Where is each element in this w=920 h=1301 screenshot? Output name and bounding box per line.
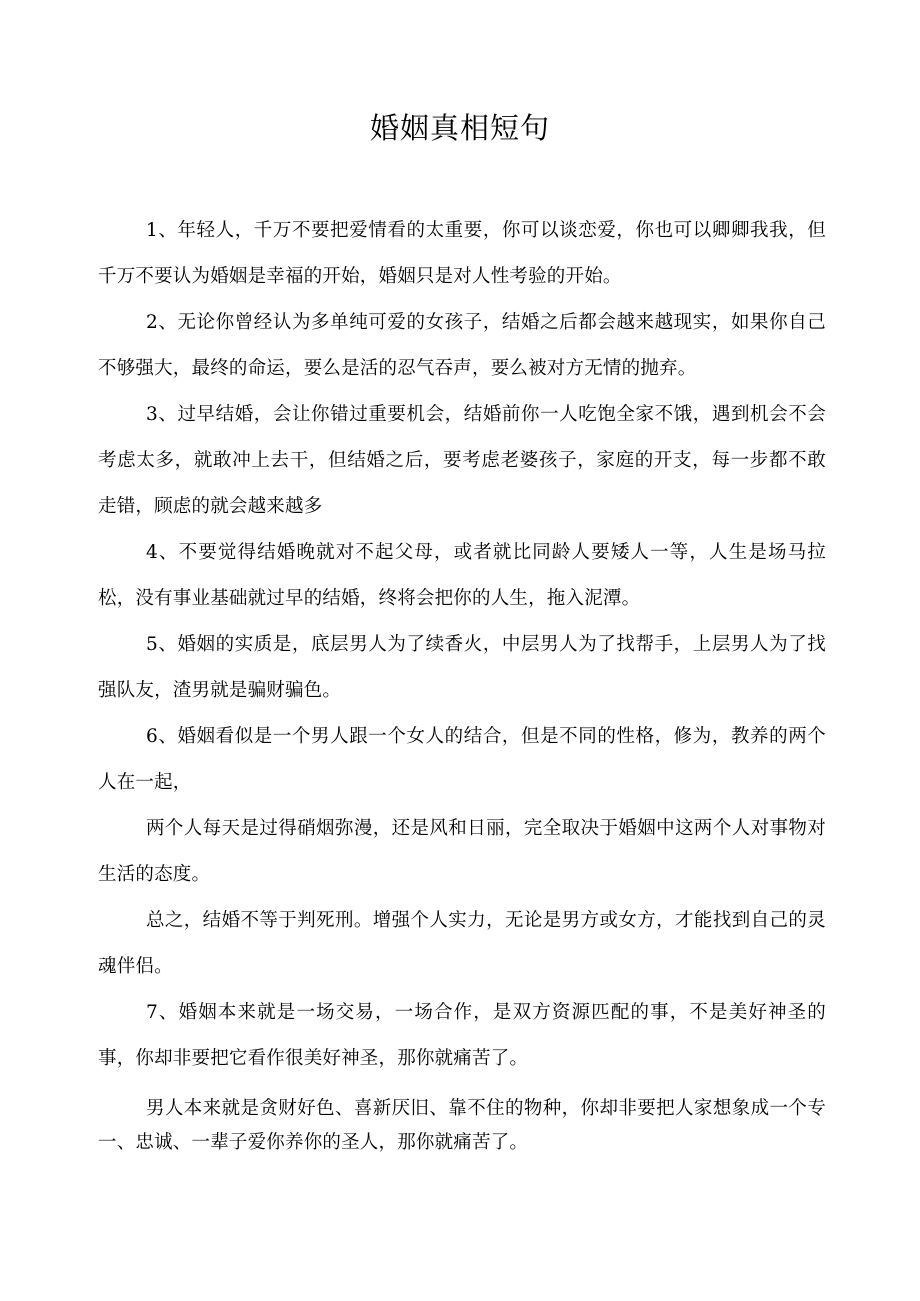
- paragraph-6-continued: 两个人每天是过得硝烟弥漫，还是风和日丽，完全取决于婚姻中这两个人对事物对生活的态度。: [98, 818, 826, 885]
- paragraph-6: 6、婚姻看似是一个男人跟一个女人的结合，但是不同的性格，修为，教养的两个人在一起，: [98, 726, 826, 793]
- paragraph-conclusion: 总之，结婚不等于判死刑。增强个人实力，无论是男方或女方，才能找到自己的灵魂伴侣。: [98, 910, 826, 977]
- paragraph-2: 2、无论你曾经认为多单纯可爱的女孩子，结婚之后都会越来越现实，如果你自己不够强大，最终的命运，要么是活的忍气吞声，要么被对方无情的抛弃。: [98, 312, 826, 379]
- paragraph-5: 5、婚姻的实质是，底层男人为了续香火，中层男人为了找帮手，上层男人为了找强队友，渣男就是骗财骗色。: [98, 634, 826, 701]
- paragraph-3: 3、过早结婚，会让你错过重要机会，结婚前你一人吃饱全家不饿，遇到机会不会考虑太多，就敢冲上去干，但结婚之后，要考虑老婆孩子，家庭的开支，每一步都不敢走错，顾虑的就会越来越多: [98, 404, 826, 517]
- document-body: [98, 208, 826, 1160]
- paragraph-4: 4、不要觉得结婚晚就对不起父母，或者就比同龄人要矮人一等，人生是场马拉松，没有事业基础就过早的结婚，终将会把你的人生，拖入泥潭。: [98, 542, 826, 609]
- document-title: 婚姻真相短句: [369, 111, 550, 145]
- paragraph-7: 7、婚姻本来就是一场交易，一场合作，是双方资源匹配的事，不是美好神圣的事，你却非要把它看作很美好神圣，那你就痛苦了。: [98, 1002, 826, 1069]
- paragraph-7-continued: 男人本来就是贪财好色、喜新厌旧、靠不住的物种，你却非要把人家想象成一个专一、忠诚、一辈子爱你养你的圣人，那你就痛苦了。: [98, 1098, 826, 1153]
- paragraph-1: 1、年轻人，千万不要把爱情看的太重要，你可以谈恋爱，你也可以卿卿我我，但千万不要认为婚姻是幸福的开始，婚姻只是对人性考验的开始。: [98, 220, 826, 287]
